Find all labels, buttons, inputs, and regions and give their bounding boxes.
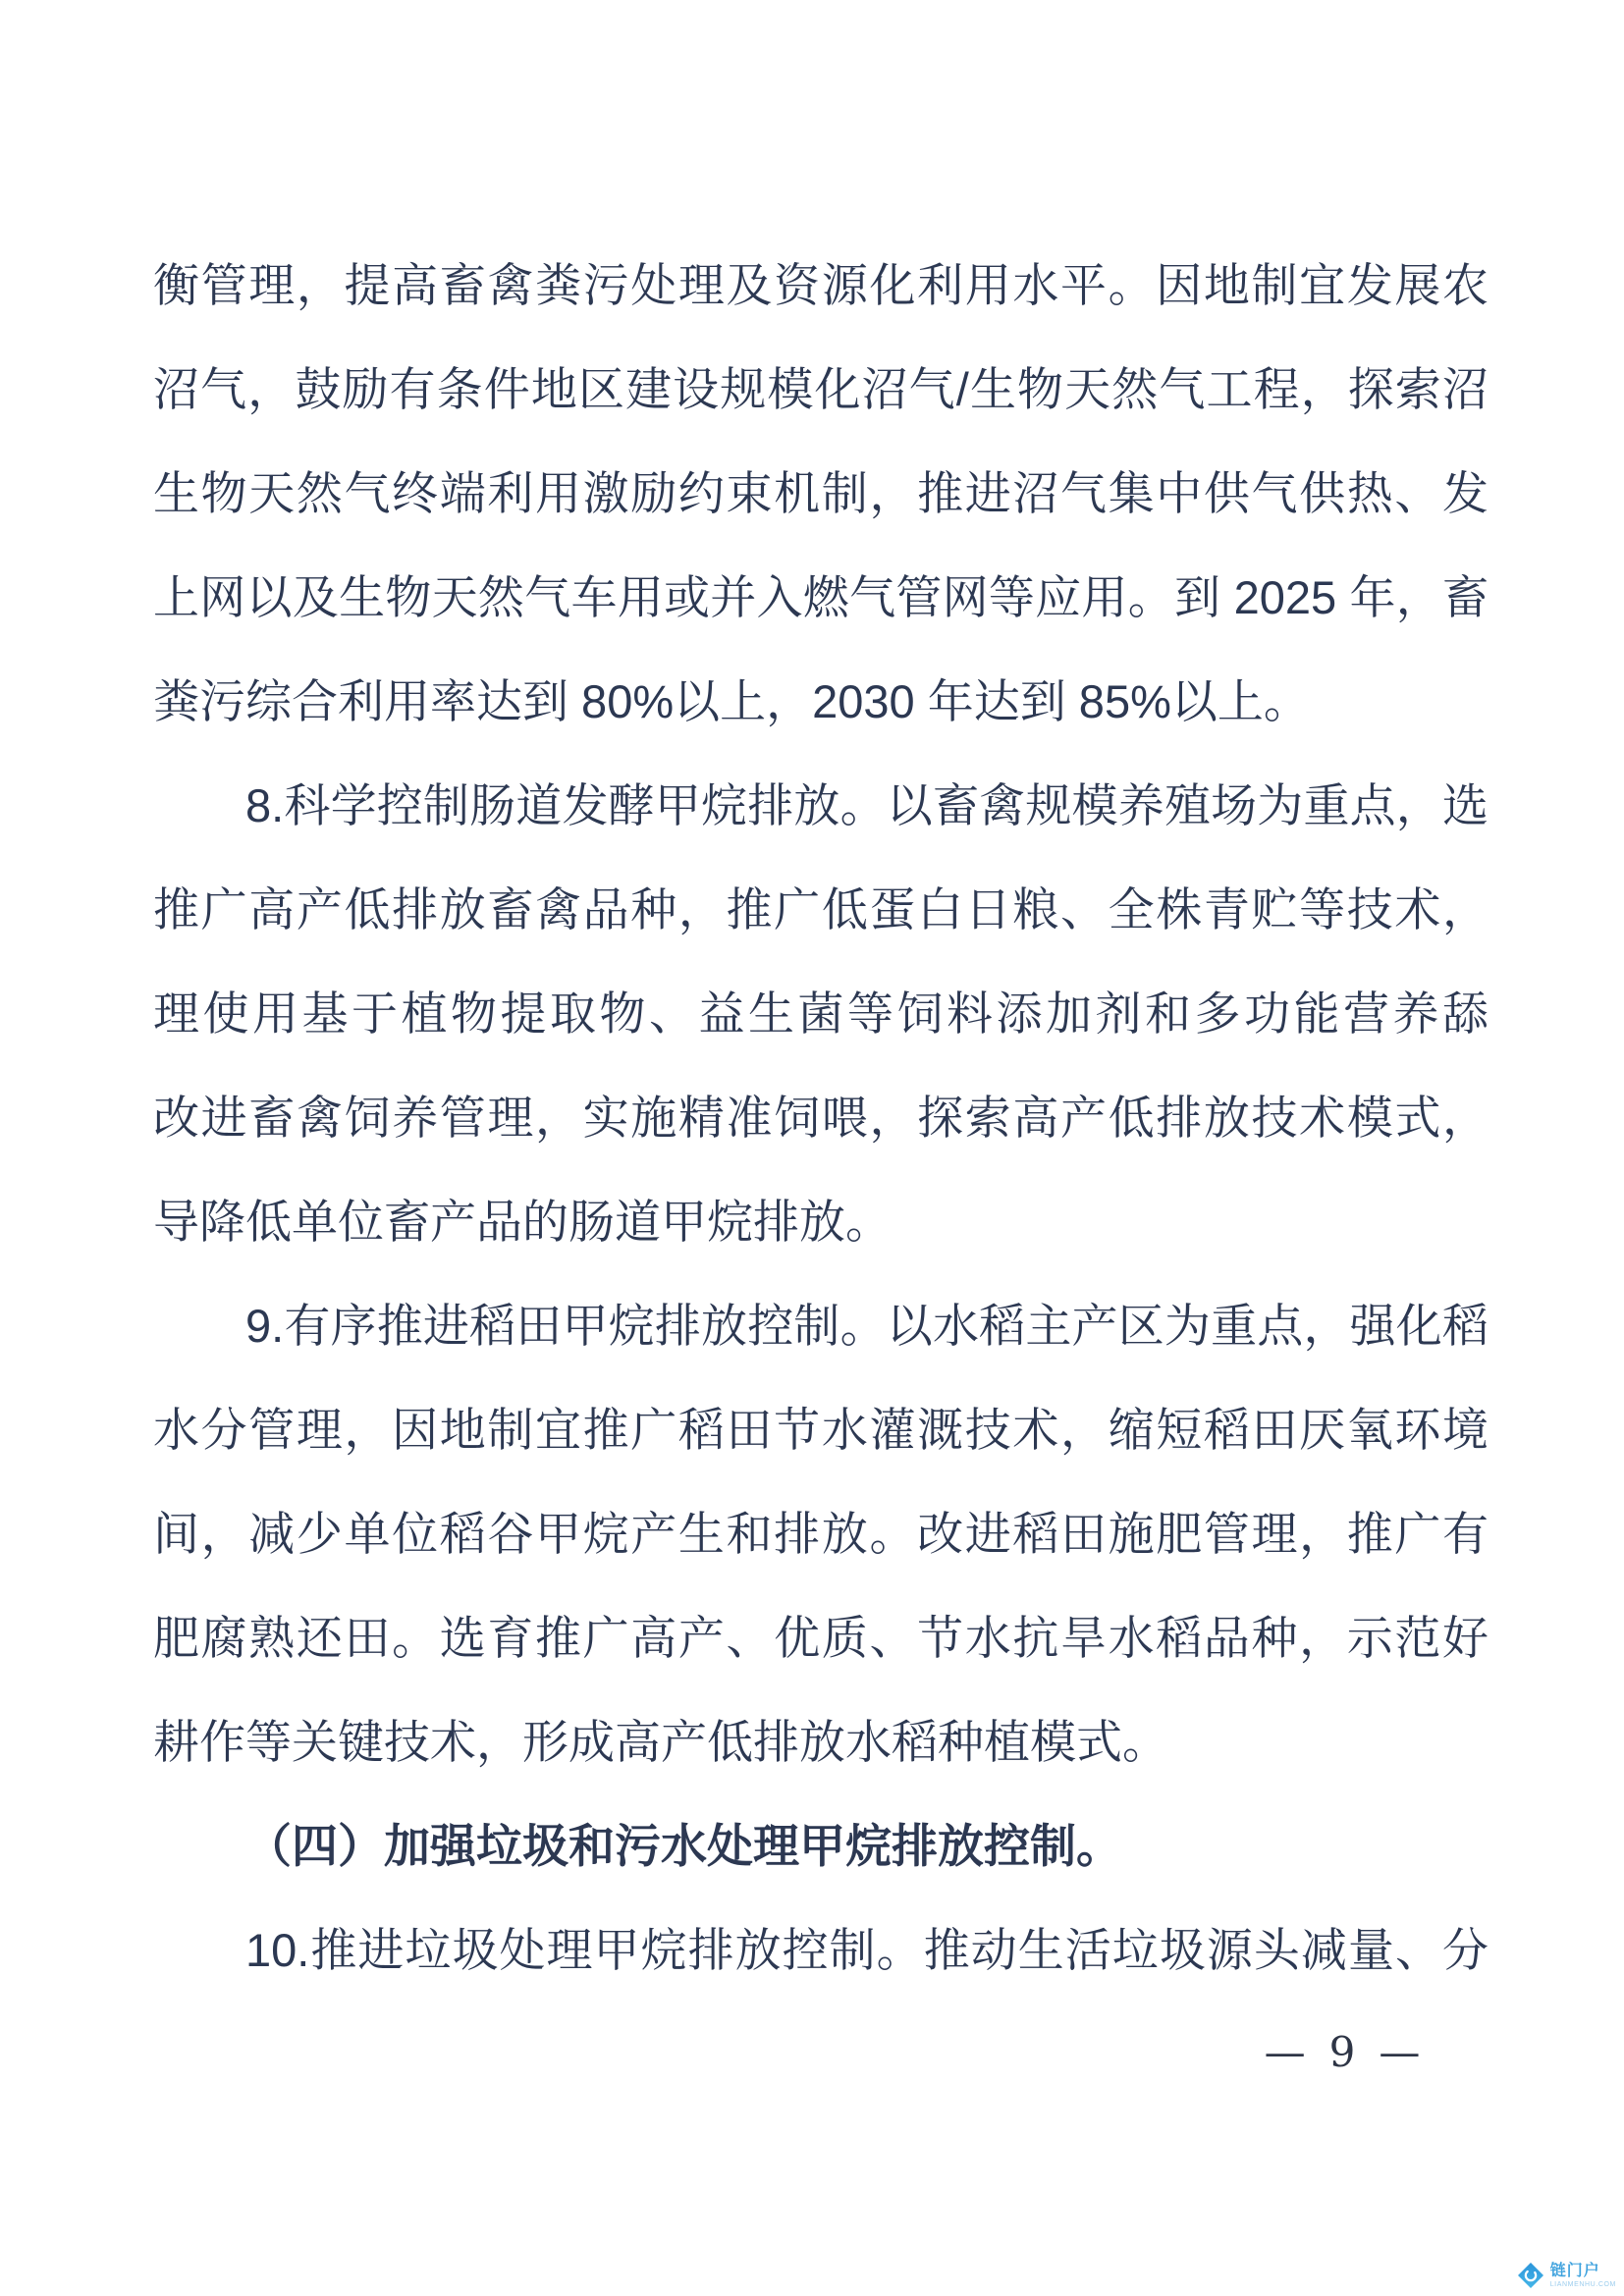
paragraph-line: 改进畜禽饲养管理，实施精准饲喂，探索高产低排放技术模式， [153, 1092, 1489, 1144]
paragraph-line: 10.推进垃圾处理甲烷排放控制。推动生活垃圾源头减量、分 [245, 1924, 1489, 1976]
page-number [1239, 2028, 1445, 2076]
paragraph-line: 9.有序推进稻田甲烷排放控制。以水稻主产区为重点，强化稻 [245, 1300, 1489, 1352]
page-number-value: 9 [1328, 2028, 1356, 2076]
paragraph-line: 沼气，鼓励有条件地区建设规模化沼气/生物天然气工程，探索沼 [153, 363, 1489, 415]
paragraph-line: 理使用基于植物提取物、益生菌等饲料添加剂和多功能营养舔 [153, 988, 1489, 1040]
paragraph-line: 导降低单位畜产品的肠道甲烷排放。 [153, 1196, 892, 1248]
paragraph-line: 8.科学控制肠道发酵甲烷排放。以畜禽规模养殖场为重点，选 [245, 779, 1489, 831]
section-heading: （四）加强垃圾和污水处理甲烷排放控制。 [245, 1820, 1122, 1872]
watermark-name: 链门户 [1549, 2262, 1600, 2279]
paragraph-line: 肥腐熟还田。选育推广高产、优质、节水抗旱水稻品种，示范好 [153, 1612, 1489, 1664]
paragraph-line: 生物天然气终端利用激励约束机制，推进沼气集中供气供热、发 [153, 467, 1489, 519]
page-number-dash-right: — [1379, 2028, 1421, 2076]
watermark [1516, 2261, 1616, 2290]
lianmenhu-logo-icon [1516, 2261, 1545, 2290]
page-number-dash-left: — [1264, 2028, 1306, 2076]
paragraph-line: 耕作等关键技术，形成高产低排放水稻种植模式。 [153, 1716, 1168, 1768]
watermark-text [1550, 2264, 1616, 2288]
paragraph-line: 衡管理，提高畜禽粪污处理及资源化利用水平。因地制宜发展农 [153, 259, 1489, 311]
watermark-domain: LIANMENHU.COM [1549, 2280, 1616, 2288]
body-text [153, 234, 1489, 2002]
paragraph-line: 上网以及生物天然气车用或并入燃气管网等应用。到 2025 年，畜 [153, 571, 1489, 623]
paragraph-line: 水分管理，因地制宜推广稻田节水灌溉技术，缩短稻田厌氧环境 [153, 1404, 1489, 1456]
paragraph-line: 间，减少单位稻谷甲烷产生和排放。改进稻田施肥管理，推广有 [153, 1508, 1489, 1560]
paragraph-line: 粪污综合利用率达到 80%以上，2030 年达到 85%以上。 [153, 675, 1310, 727]
paragraph-line: 推广高产低排放畜禽品种，推广低蛋白日粮、全株青贮等技术， [153, 883, 1489, 935]
